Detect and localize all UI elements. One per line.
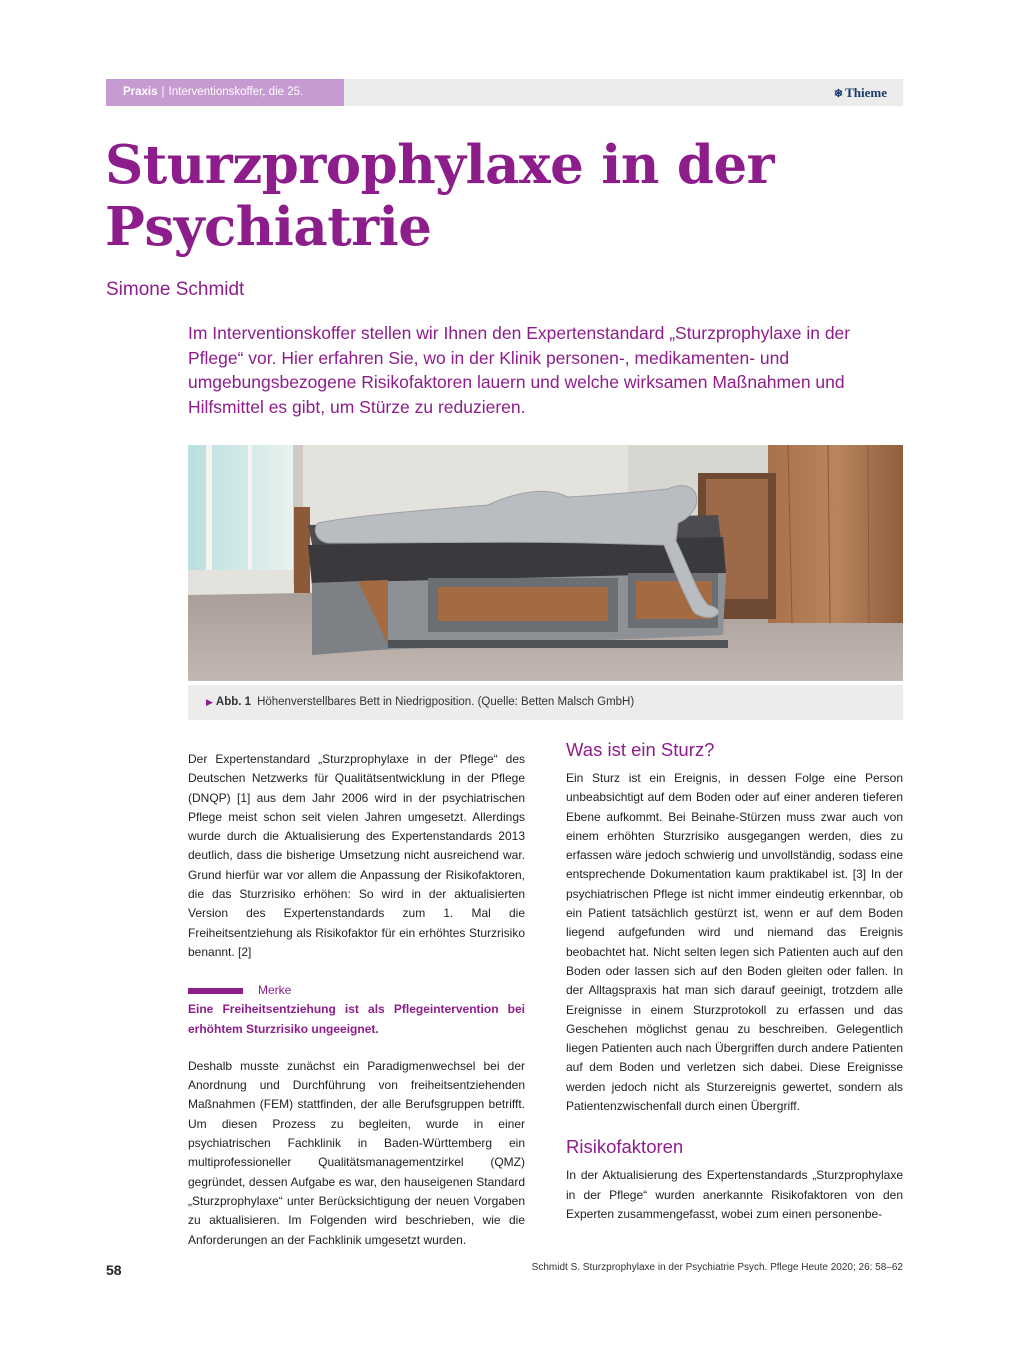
section-heading: Was ist ein Sturz?: [566, 739, 715, 760]
author-name: Simone Schmidt: [106, 279, 245, 300]
section-heading: Risikofaktoren: [566, 1136, 684, 1158]
merke-text: Eine Freiheitsentziehung ist als Pflegeintervention bei erhöhtem Sturzrisiko ungeeignet.: [188, 1002, 525, 1036]
lead-paragraph: Im Interventionskoffer stellen wir Ihnen den Expertenstandard „Sturzprophylaxe in der Pflege“ vor. Hier erfahren Sie, wo in der Klinik personen-, medikamenten- und umgebungsbezogene Risikofaktoren lauern und welche wirksamen Maßnahmen und Hilfsmittel es gibt, um Stürze zu reduzieren.: [188, 323, 851, 417]
section-tag: [106, 79, 344, 106]
figure-caption-text: Höhenverstellbares Bett in Niedrigposition. (Quelle: Betten Malsch GmbH): [257, 696, 635, 708]
figure-caption: [188, 685, 903, 720]
footer-citation: Schmidt S. Sturzprophylaxe in der Psychiatrie Psych. Pflege Heute 2020; 26: 58–62: [531, 1262, 903, 1273]
bed-photo-illustration: [188, 445, 903, 681]
body-paragraph: Der Expertenstandard „Sturzprophylaxe in der Pflege“ des Deutschen Netzwerks für Qualitätsentwicklung in der Pflege (DNQP) [1] aus dem Jahr 2006 wird in der psychiatrischen Pflege meist schon seit vielen Jahren umgesetzt. Allerdings wurde durch die Aktualisierung des Expertenstandards 2013 deutlich, dass die bisherige Umsetzung nicht ausreichend war. Grund hierfür war vor allem die Anpassung der Risikofaktoren, die das Sturzrisiko erhöhen: So wird in der aktualisierten Version des Expertenstandards zum 1. Mal die Freiheitsentziehung als Risikofaktor für ein erhöhtes Sturzrisiko benannt. [2]: [188, 752, 525, 959]
right-column: [566, 738, 903, 1224]
merke-accent-bar: [188, 988, 243, 994]
header-separator: |: [161, 86, 165, 98]
article-title: Sturzprophylaxe in der Psychiatrie: [105, 134, 775, 258]
thieme-emblem-icon: ❄: [833, 88, 844, 100]
caption-triangle-icon: ▶: [206, 697, 213, 707]
figure-label: Abb. 1: [215, 696, 252, 708]
merke-label: Merke: [258, 983, 292, 998]
merke-box: [188, 981, 525, 1039]
section-label: Praxis: [123, 86, 158, 98]
series-label: Interventionskoffer, die 25.: [168, 86, 304, 98]
running-header: [106, 79, 903, 106]
figure-photo: [188, 445, 903, 681]
page-number: 58: [106, 1262, 122, 1278]
body-paragraph: Deshalb musste zunächst ein Paradigmenwechsel bei der Anordnung und Durchführung von freiheitsentziehenden Maßnahmen (FEM) stattfinden, der alle Berufsgruppen betrifft. Um diesen Prozess zu begleiten, wurde in einer psychiatrischen Fachklinik in Baden-Württemberg ein multiprofessioneller Qualitätsmanagementzirkel (QMZ) gegründet, dessen Aufgabe es war, den hauseigenen Standard „Sturzprophylaxe“ unter Berücksichtigung der neuen Vorgaben zu aktualisieren. Im Folgenden wird beschrieben, wie die Anforderungen an der Fachklinik umgesetzt wurden.: [188, 1058, 525, 1247]
left-column: [188, 750, 525, 1250]
body-paragraph: Ein Sturz ist ein Ereignis, in dessen Folge eine Person unbeabsichtigt auf dem Boden oder auf einer anderen tieferen Ebene aufkommt. Bei Beinahe-Stürzen muss zwar auch von einem erhöhten Sturzrisiko ausgegangen werden, dies zu erfassen wäre jedoch schwierig und unvollständig, sodass eine entsprechende Dokumentation kaum praktikabel ist. [3] In der psychiatrischen Pflege ist nicht immer eindeutig erkennbar, ob ein Patient tatsächlich gestürzt ist, wenn er auf dem Boden liegend aufgefunden wird und niemand das Ereignis beobachtet hat. Nicht selten legen sich Patienten auch auf den Boden oder lassen sich auf den Boden gleiten oder fallen. In der Alltagspraxis hat man sich darauf geeinigt, trotzdem alle Ereignisse in einem Sturzprotokoll zu erfassen und das Geschehen möglichst genau zu beschreiben. Gelegentlich liegen Patienten auch nach Übergriffen durch andere Patienten auf dem Boden und verletzen sich dabei. Diese Ereignisse werden jedoch nicht als Sturzereignis gewertet, sondern als Patientenzwischenfall durch einen Übergriff.: [566, 771, 903, 1114]
body-paragraph: In der Aktualisierung des Expertenstandards „Sturzprophylaxe in der Pflege“ wurden anerkannte Risikofaktoren von den Experten zusammengefasst, wobei zum einen personenbe-: [566, 1168, 903, 1221]
publisher-logo: [834, 79, 887, 108]
publisher-name: Thieme: [845, 85, 887, 100]
